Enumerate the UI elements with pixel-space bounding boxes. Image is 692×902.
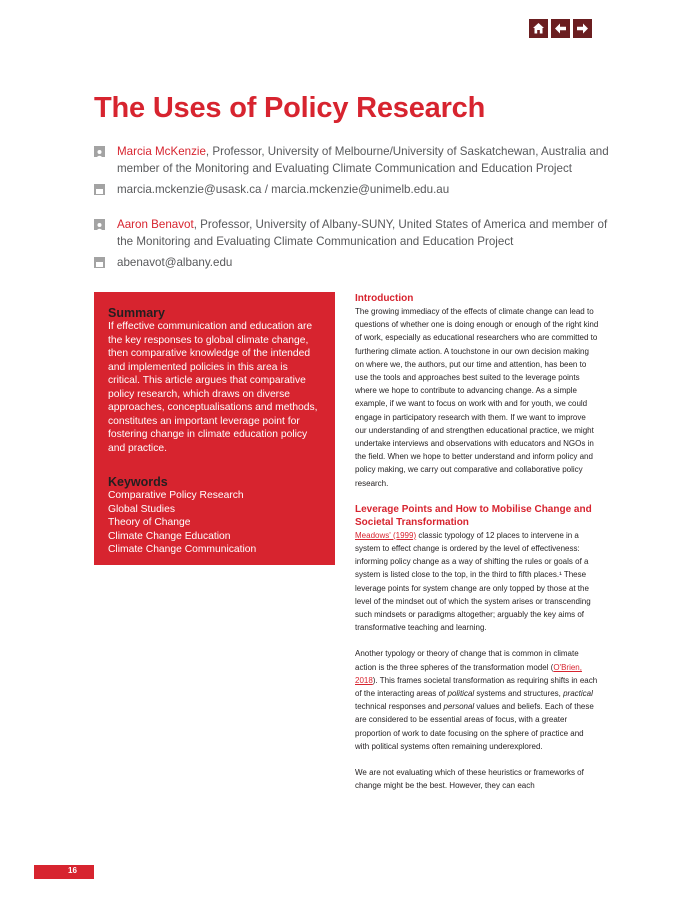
keyword-item: Global Studies [108,503,175,515]
page-number: 16 [68,866,77,875]
article-column [355,292,599,793]
keyword-item: Comparative Policy Research [108,490,244,501]
envelope-icon [94,184,105,195]
p2-text-d: technical responses and [355,702,444,712]
intro-paragraph: The growing immediacy of the effects of climate change can lead to questions of whether one is doing enough or enough of the right kind of work, especially as educational researchers who are committed to furthering climate action. A touchstone in our own decision making on where we, the authors, put our time and attention, has been to use the tools and approaches best suited to the leverage points where we hope to contribute to advancing change. As a simple example, if we want to focus on work with and for youth, we could engage in participatory research with them. If we want to improve our understanding of and strengthen educational practice, we might undertake interviews and observations with educators and NGOs in the field. When we hope to better understand and inform policy and policy making, we carry out comparative and collaborative policy research. [355,307,599,488]
summary-text: If effective communication and education are the key responses to global climate change, then comparative knowledge of the intended and implemented policies in this area is critical. This article argues that comparative policy research, which draws on diverse approaches, conceptualisations and methods, constitutes an important leverage point for fostering change in climate education policy and practice. [108,321,318,454]
home-button[interactable] [529,19,548,38]
keyword-item: Climate Change Communication [108,544,257,555]
leverage-paragraph-1 [355,529,599,635]
author-2-affiliation-row [94,216,614,250]
author-2-email[interactable]: abenavot@albany.edu [117,256,233,269]
arrow-left-icon [551,19,570,38]
page-title: The Uses of Policy Research [94,92,486,124]
author-1-info [117,143,614,177]
intro-heading: Introduction [355,293,414,304]
p2-text-b: ). This frames societal transformation as requiring shifts in each of the interacting areas of [355,675,598,699]
p2-italic-personal: personal [443,702,475,712]
author-1-name: Marcia McKenzie [117,145,206,158]
p2-text-e: values and beliefs. Each of these are considered to be essential areas of focus, with a greater proportion of work to date focusing on the sphere of practice and with political systems often remaining underexplored. [355,702,594,751]
keywords-heading: Keywords [108,475,168,489]
author-1-affiliation: , Professor, University of Melbourne/University of Saskatchewan, Australia and member of the Monitoring and Evaluating Climate Communication and Education Project [117,145,609,175]
summary-heading: Summary [108,306,165,320]
leverage-paragraph-2 [355,647,599,753]
p2-text-c: systems and structures, [474,689,564,699]
author-1-email-row [94,181,614,198]
page-number-bar [34,865,94,879]
author-2-name: Aaron Benavot [117,218,194,231]
leverage-paragraph-3: We are not evaluating which of these heuristics or frameworks of change might be the best. However, they can each [355,768,584,791]
p2-italic-practical: practical [563,689,593,699]
author-2-affiliation: , Professor, University of Albany-SUNY, United States of America and member of the Monitoring and Evaluating Climate Communication and Education Project [117,218,608,248]
author-1-email[interactable]: marcia.mckenzie@usask.ca / marcia.mckenzie@unimelb.edu.au [117,183,450,196]
forward-button[interactable] [573,19,592,38]
envelope-icon [94,257,105,268]
keyword-item: Theory of Change [108,517,191,528]
author-2-email-row [94,254,614,271]
meadows-citation-link[interactable]: Meadows' (1999) [355,530,417,540]
leverage-paragraph-1-text: classic typology of 12 places to intervene in a system to effect change is ordered by the level of effectiveness: informing policy change as a way of shifting the rules or goals of a system is listed close to the top, in the third to fifth places.¹ These leverage points for system change are only topped by those at the level of the mindset out of which the system arises or transcending such mindsets or paradigms altogether; arguably the key aims of transformative teaching and learning. [355,530,591,633]
arrow-right-icon [573,19,592,38]
keyword-item: Climate Change Education [108,530,231,542]
author-1-affiliation-row [94,143,614,177]
navigation-buttons [529,19,592,38]
p2-text-a: Another typology or theory of change that is common in climate action is the three spheres of the transformation model ( [355,649,579,672]
author-2-info [117,216,614,250]
leverage-heading: Leverage Points and How to Mobilise Change and Societal Transformation [355,503,592,528]
home-icon [529,19,548,38]
p2-italic-political: political [447,689,475,699]
back-button[interactable] [551,19,570,38]
person-icon [94,146,105,157]
keywords-list [108,489,321,557]
obrien-citation-link[interactable]: O'Brien, 2018 [355,662,582,685]
person-icon [94,219,105,230]
summary-box [94,292,335,565]
